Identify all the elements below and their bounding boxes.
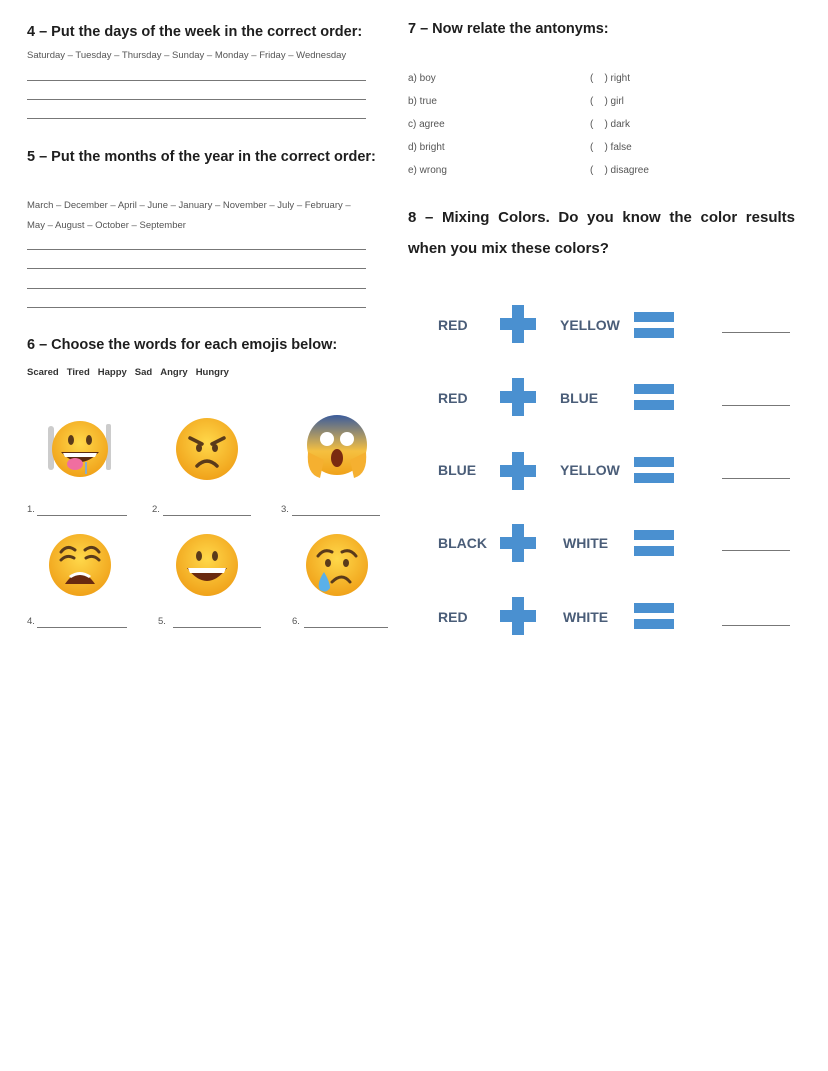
- q4-title: 4 – Put the days of the week in the correct order:: [27, 24, 363, 40]
- plus-icon: [500, 378, 536, 416]
- q7-title: 7 – Now relate the antonyms:: [408, 21, 609, 37]
- antonym-right[interactable]: ( ) disagree: [590, 165, 649, 176]
- word: Tired: [66, 367, 90, 378]
- color-answer-line[interactable]: [722, 332, 790, 333]
- emoji-answer-line[interactable]: [37, 627, 127, 628]
- answer-line[interactable]: [27, 80, 366, 81]
- color-b: BLUE: [560, 390, 599, 406]
- equals-icon: [634, 530, 674, 556]
- color-answer-line[interactable]: [722, 625, 790, 626]
- antonym-left: c) agree: [408, 119, 445, 130]
- emoji-number: 5.: [158, 616, 166, 627]
- answer-line[interactable]: [27, 268, 366, 269]
- emoji-answer-line[interactable]: [292, 515, 380, 516]
- color-a: RED: [438, 317, 468, 333]
- equals-icon: [634, 384, 674, 410]
- word: Sad: [134, 367, 153, 378]
- word: Angry: [160, 367, 188, 378]
- word: Hungry: [195, 367, 229, 378]
- emoji-number: 4.: [27, 616, 35, 627]
- color-a: BLUE: [438, 462, 477, 478]
- color-b: YELLOW: [560, 317, 620, 333]
- antonym-right[interactable]: ( ) dark: [590, 119, 631, 130]
- emoji-answer-line[interactable]: [304, 627, 388, 628]
- antonym-right[interactable]: ( ) girl: [590, 96, 624, 107]
- color-b: WHITE: [563, 609, 609, 625]
- plus-icon: [500, 597, 536, 635]
- equals-icon: [634, 603, 674, 629]
- color-answer-line[interactable]: [722, 478, 790, 479]
- color-a: RED: [438, 609, 468, 625]
- sad-crying-face-icon: [302, 530, 372, 600]
- q5-months-2: May – August – October – September: [27, 220, 186, 231]
- emoji-answer-line[interactable]: [173, 627, 261, 628]
- word: Happy: [97, 367, 127, 378]
- hungry-face-icon: [45, 414, 115, 484]
- antonym-left: a) boy: [408, 73, 436, 84]
- emoji-number: 6.: [292, 616, 300, 627]
- plus-icon: [500, 524, 536, 562]
- plus-icon: [500, 452, 536, 490]
- word: Scared: [27, 367, 59, 378]
- antonym-right[interactable]: ( ) right: [590, 73, 631, 84]
- happy-face-icon: [172, 530, 242, 600]
- color-a: BLACK: [438, 535, 487, 551]
- color-answer-line[interactable]: [722, 550, 790, 551]
- q6-word-bank: [27, 362, 237, 380]
- antonym-left: e) wrong: [408, 165, 447, 176]
- equals-icon: [634, 312, 674, 338]
- emoji-answer-line[interactable]: [163, 515, 251, 516]
- antonym-left: b) true: [408, 96, 437, 107]
- answer-line[interactable]: [27, 307, 366, 308]
- q5-title: 5 – Put the months of the year in the correct order:: [27, 149, 376, 165]
- tired-face-icon: [45, 530, 115, 600]
- emoji-number: 2.: [152, 504, 160, 515]
- q5-months-1: March – December – April – June – January – November – July – February –: [27, 200, 351, 211]
- answer-line[interactable]: [27, 118, 366, 119]
- antonym-left: d) bright: [408, 142, 445, 153]
- equals-icon: [634, 457, 674, 483]
- plus-icon: [500, 305, 536, 343]
- answer-line[interactable]: [27, 99, 366, 100]
- q4-days: Saturday – Tuesday – Thursday – Sunday – Monday – Friday – Wednesday: [27, 50, 347, 61]
- emoji-number: 3.: [281, 504, 289, 515]
- color-b: YELLOW: [560, 462, 620, 478]
- color-answer-line[interactable]: [722, 405, 790, 406]
- antonym-right[interactable]: ( ) false: [590, 142, 632, 153]
- emoji-answer-line[interactable]: [37, 515, 127, 516]
- color-b: WHITE: [563, 535, 609, 551]
- answer-line[interactable]: [27, 288, 366, 289]
- scared-face-icon: [302, 412, 372, 482]
- q8-title-1: 8 – Mixing Colors. Do you know the color results: [408, 209, 795, 226]
- q6-title: 6 – Choose the words for each emojis below:: [27, 337, 338, 353]
- q8-title-2: when you mix these colors?: [408, 240, 609, 257]
- answer-line[interactable]: [27, 249, 366, 250]
- emoji-number: 1.: [27, 504, 35, 515]
- color-a: RED: [438, 390, 468, 406]
- angry-face-icon: [172, 414, 242, 484]
